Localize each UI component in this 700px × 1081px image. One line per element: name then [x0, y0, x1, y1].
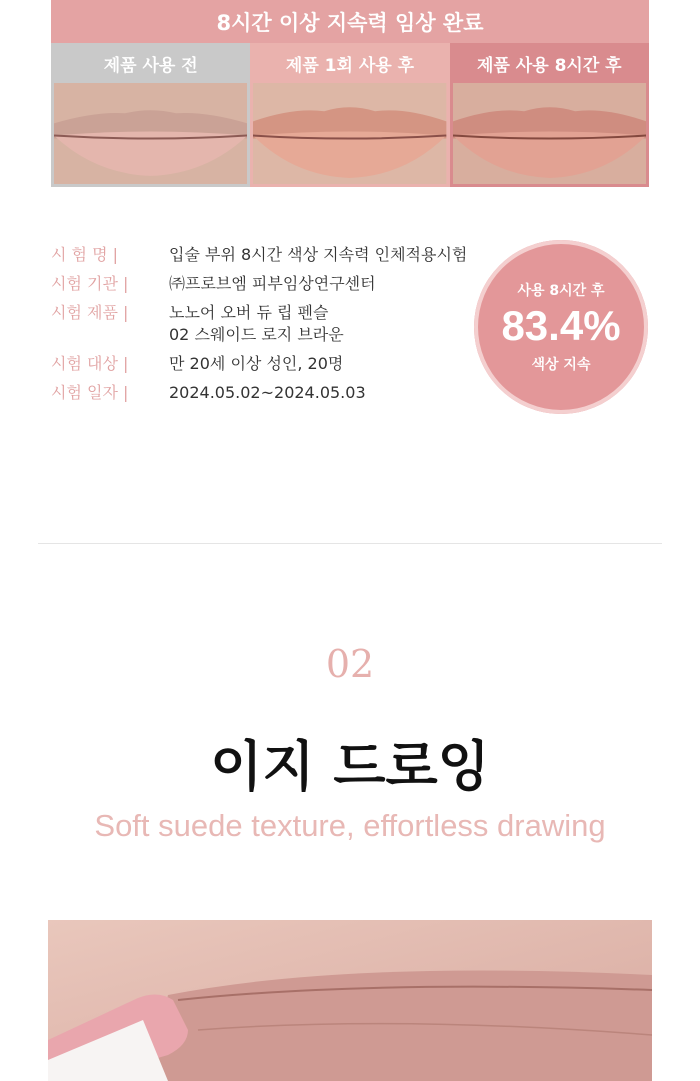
test-subject-label: 시험 대상 | — [51, 354, 129, 373]
test-info-row — [51, 302, 481, 346]
section-number: 02 — [325, 642, 375, 686]
test-org-label: 시험 기관 | — [51, 274, 129, 293]
stage-after-1: 제품 1회 사용 후 — [250, 43, 449, 83]
test-product-line-1: 노노어 오버 듀 립 펜슬 — [169, 303, 329, 322]
test-org-value — [169, 273, 376, 295]
section-subtitle: Soft suede texture, effortless drawing — [94, 808, 606, 843]
section-title: 이지 드로잉 — [210, 735, 490, 798]
test-date-label: 시험 일자 | — [51, 383, 129, 402]
badge-bottom-text: 색상 지속 — [531, 357, 591, 373]
test-info-row — [51, 273, 481, 295]
test-info-row — [51, 353, 481, 375]
test-info-row — [51, 382, 481, 404]
test-subject-value — [169, 353, 343, 375]
result-badge — [474, 240, 648, 414]
lip-photo-before — [51, 83, 250, 187]
stage-header-row — [51, 43, 649, 83]
test-product-value — [169, 302, 344, 346]
banner-title: 8시간 이상 지속력 임상 완료 — [216, 10, 484, 35]
test-name-value — [169, 244, 467, 266]
test-subject-text: 만 20세 이상 성인, 20명 — [169, 354, 344, 373]
test-info-list — [51, 244, 481, 411]
test-product-label: 시험 제품 | — [51, 303, 129, 322]
test-date-text: 2024.05.02~2024.05.03 — [169, 383, 366, 402]
test-org-text: ㈜프로브엠 피부임상연구센터 — [169, 274, 376, 293]
stage-before: 제품 사용 전 — [51, 43, 250, 83]
test-name-text: 입술 부위 8시간 색상 지속력 인체적용시험 — [169, 245, 468, 264]
badge-value: 83.4% — [501, 302, 621, 349]
test-name-label: 시 험 명 | — [51, 245, 119, 264]
lip-photo-row — [51, 83, 649, 187]
test-product-line-2: 02 스웨이드 로지 브라운 — [169, 325, 344, 344]
clinical-banner — [51, 0, 649, 43]
pencil-on-lip-photo — [48, 920, 652, 1081]
test-date-value — [169, 382, 366, 404]
lip-photo-after-8h — [450, 83, 649, 187]
test-info-row — [51, 244, 481, 266]
badge-top-text: 사용 8시간 후 — [517, 283, 605, 299]
lip-photo-after-1 — [250, 83, 449, 187]
section-divider — [38, 543, 662, 544]
stage-after-8h: 제품 사용 8시간 후 — [450, 43, 649, 83]
